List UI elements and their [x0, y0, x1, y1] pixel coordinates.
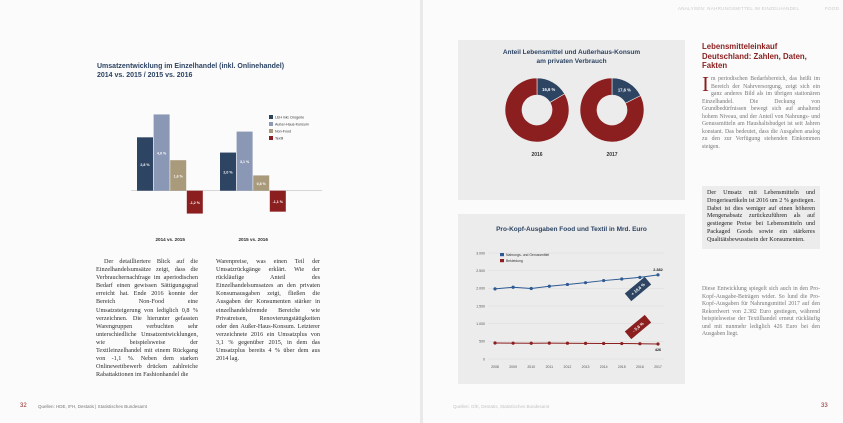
line-panel-title: Pro-Kopf-Ausgaben Food und Textil in Mrd. Euro — [496, 226, 647, 233]
page-number-left: 32 — [20, 403, 27, 409]
line-point — [530, 342, 533, 345]
line-point — [602, 279, 605, 282]
dropcap: I — [702, 72, 709, 96]
legend-swatch — [269, 115, 273, 119]
legend-label: Textil — [275, 136, 284, 141]
donut-year-label: 2017 — [606, 152, 618, 158]
line-legend-swatch — [500, 253, 504, 256]
line-y-tick: 1.500 — [476, 304, 485, 309]
line-x-tick: 2016 — [635, 365, 644, 369]
line-point — [584, 342, 587, 345]
bar-chart-title-line2: 2014 vs. 2015 / 2015 vs. 2016 — [97, 72, 193, 79]
line-legend-label: Bekleidung — [506, 259, 523, 263]
line-point — [566, 342, 569, 345]
line-legend-swatch — [500, 259, 504, 262]
bar-data-label: 3,1 % — [239, 160, 250, 165]
footer-left: Quellen: HDE, IFH, Destatis | Statistisches Bundesamt — [38, 404, 147, 409]
line-point — [566, 283, 569, 286]
line-x-tick: 2014 — [599, 365, 608, 369]
page-number-right: 33 — [821, 403, 828, 409]
line-chart — [458, 239, 685, 384]
bar-category-label: 2014 vs. 2015 — [155, 237, 185, 242]
body-column-1 — [96, 258, 198, 379]
line-point — [548, 342, 551, 345]
top-corner-label: FOOD — [825, 6, 840, 11]
line-point — [512, 342, 515, 345]
line-point — [512, 286, 515, 289]
line-annotation-text: - 5,6 % — [631, 320, 645, 334]
line-point — [620, 277, 623, 280]
side-heading-line2: Deutschland: Zahlen, Daten, — [702, 51, 807, 61]
legend-label: Außer-Haus-Konsum — [275, 122, 309, 127]
line-point — [638, 276, 641, 279]
bar-data-label: -1,2 % — [189, 201, 200, 206]
line-point — [656, 273, 659, 276]
legend-swatch — [269, 129, 273, 133]
line-panel — [458, 214, 685, 384]
side-heading-line1: Lebensmitteleinkauf — [702, 42, 778, 51]
line-y-tick: 2.500 — [476, 268, 485, 273]
bar-data-label: 4,0 % — [156, 151, 167, 156]
running-header: ANALYSEN: NAHRUNGSMITTEL IM EINZELHANDEL — [678, 6, 800, 11]
line-point — [493, 287, 496, 290]
donut-segment-label: 16,6 % — [542, 87, 556, 93]
line-point — [638, 342, 641, 345]
legend-swatch — [269, 136, 273, 140]
bar-data-label: 2,8 % — [140, 163, 150, 167]
line-annotation-text: + 18,6 % — [630, 281, 647, 297]
line-x-tick: 2010 — [527, 365, 536, 369]
left-page — [0, 0, 420, 423]
line-series — [495, 343, 658, 344]
line-annotation-badge — [625, 315, 651, 339]
bar-chart — [97, 95, 327, 255]
line-point — [602, 342, 605, 345]
footer-right: Quellen: GfK, Destatis, Statistisches Bundesamt — [453, 404, 550, 409]
line-x-tick: 2017 — [654, 365, 662, 369]
donut-panel — [458, 40, 685, 200]
bar-data-label: 0,8 % — [256, 182, 266, 187]
line-y-tick: 0 — [483, 357, 485, 362]
line-x-tick: 2009 — [509, 365, 518, 369]
side-paragraph-2: Diese Entwicklung spiegelt sich auch in den Pro-Kopf-Ausgabe-Beträgen wider. So lund die Pro-Kopf-Ausgaben für Nahrungsmittel 2017 auf den Rekordwert von 2.382 Euro gestiegen, während beispielsweise der Textilhandel erneut rückläufig und mit nunmehr lediglich 426 Euro bei den Ausgaben liegt. — [702, 286, 820, 337]
right-page — [423, 0, 843, 423]
line-x-tick: 2012 — [563, 365, 572, 369]
line-point — [530, 287, 533, 290]
donut-title-line2: am privaten Verbrauch — [536, 57, 607, 65]
bar-chart-title — [97, 62, 337, 80]
side-paragraph-1 — [702, 72, 820, 151]
line-legend-label: Nahrungs- und Genussmittel — [506, 253, 550, 257]
bar-chart-title-line1: Umsatzentwicklung im Einzelhandel (inkl. Onlinehandel) — [97, 63, 285, 70]
line-x-tick: 2008 — [491, 365, 499, 369]
line-point — [620, 342, 623, 345]
highlight-box: Der Umsatz mit Lebensmitteln und Drogerieartikeln ist 2016 um 2 % gestiegen. Dabei ist dies weniger auf einen höheren Mengenabsatz zurückzuführen als auf gestiegene Preise bei Lebensmitteln und Packaged Goods sowie ein stärkeres Qualitätsbewusstsein der Konsumenten. — [702, 186, 820, 249]
line-point — [493, 341, 496, 344]
line-y-tick: 3.000 — [476, 251, 485, 256]
donut-segment-label: 17,6 % — [617, 87, 631, 93]
legend-label: LEH inkl. Drogerie — [275, 115, 305, 120]
donut-panel-title — [458, 49, 685, 66]
line-x-tick: 2013 — [581, 365, 590, 369]
line-end-label: 426 — [654, 347, 662, 352]
line-y-tick: 1.000 — [476, 321, 485, 326]
body-paragraph-2: Warenpreise, was einen Teil der Umsatzrückgänge erklärt. Wie der rückläufige Anteil des Einzelhandelsumsatzes an den privaten Konsumausgaben zeigt, fließen die Ausgaben der Konsumenten stärker in einzelhandelsfremde Bereiche wie Privatreisen, Renovierungstätigkeiten oder den Außer-Haus-Konsum. Letzterer verzeichnete 2016 ein Umsatzplus von 3,1 % gegenüber 2015, in dem das Umsatzplus bereits 4 % über dem aus 2014 lag. — [216, 258, 320, 363]
donut-title-line1: Anteil Lebensmittel und Außerhaus-Konsum — [502, 49, 641, 56]
legend-label: Non-Food — [275, 129, 291, 134]
bar-data-label: 1,6 % — [173, 174, 183, 179]
side-paragraph-1-text: m periodischen Bedarfsbereich, das heißt im Bereich der Nahrversorgung, zeigt sich ein ganz anderes Bild als im übrigen stationären Einzelhandel. Die Deckung von Grundbedürfnissen bewegt sich auf anhaltend hohem Niveau, und der Anteil von Nahrungs- und Genussmitteln am Haushaltsbudget ist seit Jahren konstant. Das bedeutet, dass die Ausgaben analog zu den zur Verfügung stehenden Einkommen steigen. — [702, 76, 820, 150]
line-point — [548, 285, 551, 288]
donut-year-label: 2016 — [531, 152, 543, 158]
bar-category-label: 2015 vs. 2016 — [238, 237, 268, 242]
line-y-tick: 2.000 — [476, 286, 485, 291]
side-heading-line3: Fakten — [702, 61, 728, 70]
bar-data-label: -1,1 % — [272, 200, 283, 205]
line-y-tick: 500 — [479, 339, 485, 344]
line-x-tick: 2015 — [617, 365, 626, 369]
line-annotation-badge — [625, 277, 651, 301]
line-point — [584, 281, 587, 284]
body-column-2 — [216, 258, 320, 363]
line-x-tick: 2011 — [545, 365, 554, 369]
line-end-label: 2.382 — [653, 267, 663, 272]
bar-data-label: 2,0 % — [223, 170, 233, 175]
donut-chart — [458, 70, 685, 200]
side-heading — [702, 42, 827, 71]
body-paragraph-1: Der detailliertere Blick auf die Einzelhandelsumsätze zeigt, dass die Verbrauchernachfrage im aperiodischen Bedarf einen gewissen Sättigungsgrad erreicht hat. Ende 2016 konnte der Bereich Non-Food eine Umsatzsteigerung von lediglich 0,8 % verzeichnen. Die hierunter gefassten Warengruppen verbuchten sehr unterschiedliche Umsatzentwicklungen, wie beispielsweise der Textileinzelhandel mit einem Rückgang von -1,1 %. Neben dem starken Onlinewettbewerb drücken zahlreiche Rabattaktionen im Fashionhandel die — [96, 258, 198, 379]
line-point — [656, 342, 659, 345]
legend-swatch — [269, 122, 273, 126]
